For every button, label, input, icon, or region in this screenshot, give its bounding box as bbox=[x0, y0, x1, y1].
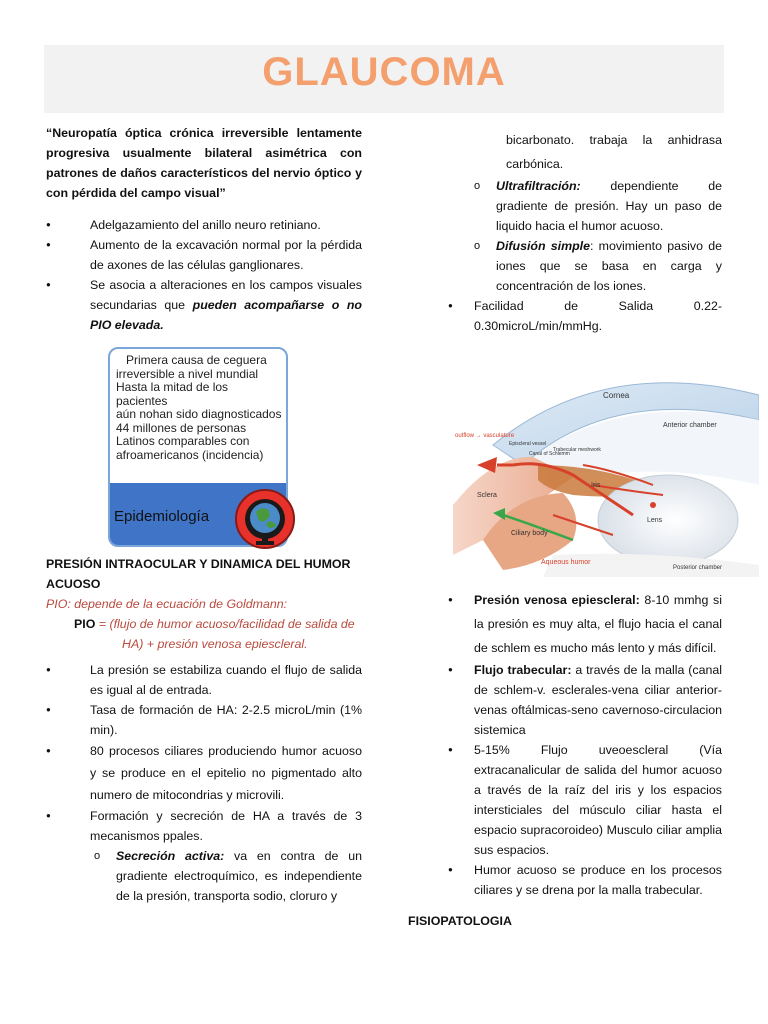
item-label: Presión venosa epiescleral: bbox=[474, 593, 640, 607]
epidemiology-label: Epidemiología bbox=[114, 508, 210, 525]
label-lens: Lens bbox=[647, 517, 663, 524]
pio-equation-cont: HA) + presión venosa epiescleral. bbox=[122, 637, 308, 651]
eye-anatomy-figure bbox=[453, 365, 759, 577]
list-item: ● Facilidad de Salida 0.22-0.30microL/min/mmHg. bbox=[448, 296, 722, 336]
list-item: ● Aumento de la excavación normal por la pérdida de axones de las células ganglionares. bbox=[46, 235, 362, 275]
epi-line: 44 millones de personas bbox=[116, 420, 247, 435]
item-text: 8-10 mmhg si la presión es muy alta, el flujo hacia el canal de schlem es mucho más lento y más difícil. bbox=[474, 593, 722, 655]
item-text: 5-15% Flujo uveoescleral (Vía extracanalicular de salida del humor acuoso a través de la raíz del iris y los espacios intersticiales del músculo ciliar hasta el espacio supracoroideo) Musculo ciliar amplia sus espacios. bbox=[474, 743, 722, 857]
section-heading: PRESIÓN INTRAOCULAR Y DINAMICA DEL HUMOR ACUOSO bbox=[46, 557, 351, 591]
epi-line: Hasta la mitad de los pacientes bbox=[116, 380, 229, 408]
sub-label: Difusión simple bbox=[496, 239, 591, 253]
pio-intro: PIO: depende de la ecuación de Goldmann: bbox=[46, 597, 288, 611]
presion-list bbox=[46, 660, 362, 846]
list-item: ● 80 procesos ciliares produciendo humor acuoso y se produce en el epitelio no pigmentado alto numero de mitocondrias y microvili. bbox=[46, 740, 362, 806]
list-item-emphasis: pueden acompañarse o no PIO elevada. bbox=[90, 298, 362, 332]
epi-line: Latinos comparables con bbox=[116, 434, 250, 448]
epi-line: Primera causa de ceguera bbox=[126, 353, 267, 367]
pio-eq-text: = (flujo de humor acuoso/facilidad de salida de bbox=[95, 617, 355, 631]
item-text: Humor acuoso se produce en los procesos ciliares y se drena por la malla trabecular. bbox=[474, 863, 722, 897]
label-aqueous: Aqueous humor bbox=[541, 559, 591, 566]
epi-line: afroamericanos (incidencia) bbox=[116, 447, 264, 462]
item-text: a través de la malla (canal de schlem-v. esclerales-vena ciliar anterior-venas oftálmicas-seno cavernoso-circulacion sistemica bbox=[474, 663, 722, 737]
list-item bbox=[448, 860, 722, 900]
list-item bbox=[448, 588, 722, 660]
list-item bbox=[426, 236, 722, 296]
sub-text: va en contra de un gradiente electroquímico, es independiente de la presión, transporta sodio, cloruro y bbox=[116, 849, 362, 903]
outflow-list bbox=[448, 588, 722, 900]
mechanism-sublist bbox=[46, 846, 362, 906]
sub-label: Ultrafiltración: bbox=[496, 179, 581, 193]
facilidad-list bbox=[448, 296, 722, 336]
section-heading-fisiopatologia: FISIOPATOLOGIA bbox=[408, 914, 512, 928]
label-canal: Canal of Schlemm bbox=[529, 451, 570, 457]
presion-section bbox=[46, 554, 362, 906]
list-item: ● Adelgazamiento del anillo neuro retiniano. bbox=[46, 215, 362, 235]
epi-line: aún nohan sido diagnosticados bbox=[116, 407, 282, 421]
page-title: GLAUCOMA bbox=[262, 50, 506, 94]
pio-equation bbox=[46, 614, 362, 634]
label-trabecular: Trabecular meshwork bbox=[553, 447, 601, 453]
sub-label: Secreción activa: bbox=[116, 849, 225, 863]
list-item bbox=[448, 660, 722, 740]
label-posterior: Posterior chamber bbox=[673, 565, 723, 571]
label-sclera: Sclera bbox=[477, 492, 497, 499]
list-item: ● Tasa de formación de HA: 2-2.5 microL/min (1% min). bbox=[46, 700, 362, 740]
sub-text: dependiente de gradiente de presión. Hay un paso de liquido hacia el humor acuoso. bbox=[496, 179, 722, 233]
item-label: Flujo trabecular: bbox=[474, 663, 572, 677]
pio-label: PIO bbox=[74, 617, 96, 631]
left-column bbox=[46, 123, 362, 335]
intro-list bbox=[46, 215, 362, 335]
sub-text: : movimiento pasivo de iones que se basa en carga y concentración de los iones. bbox=[496, 239, 722, 293]
list-item bbox=[426, 176, 722, 236]
mechanism-sublist-2 bbox=[426, 176, 722, 296]
list-item bbox=[448, 740, 722, 860]
globe-icon bbox=[234, 488, 296, 550]
label-ciliary: Ciliary body bbox=[511, 530, 548, 537]
list-item: ● La presión se estabiliza cuando el flujo de salida es igual al de entrada. bbox=[46, 660, 362, 700]
right-column bbox=[448, 128, 722, 336]
right-column-lower bbox=[448, 588, 722, 900]
list-item bbox=[46, 846, 362, 906]
label-anterior: Anterior chamber bbox=[663, 422, 717, 429]
list-item-text: Se asocia a alteraciones en los campos visuales secundarias que bbox=[90, 278, 362, 312]
continuation-text: bicarbonato. trabaja la anhidrasa carbónica. bbox=[506, 133, 722, 171]
label-episcleral: Episcleral vessel bbox=[509, 441, 547, 447]
list-item bbox=[46, 275, 362, 335]
label-iris: Iris bbox=[591, 482, 601, 489]
list-item: ● Formación y secreción de HA a través de 3 mecanismos ppales. bbox=[46, 806, 362, 846]
label-cornea: Cornea bbox=[603, 391, 630, 400]
epi-line: irreversible a nivel mundial bbox=[116, 366, 259, 381]
definition-quote: “Neuropatía óptica crónica irreversible lentamente progresiva usualmente bilateral asimétrica con patrones de daños característicos del nervio óptico y con pérdida del campo visual” bbox=[46, 126, 362, 200]
label-outflow: outflow → vasculature bbox=[455, 433, 515, 439]
epidemiology-text bbox=[116, 354, 282, 462]
